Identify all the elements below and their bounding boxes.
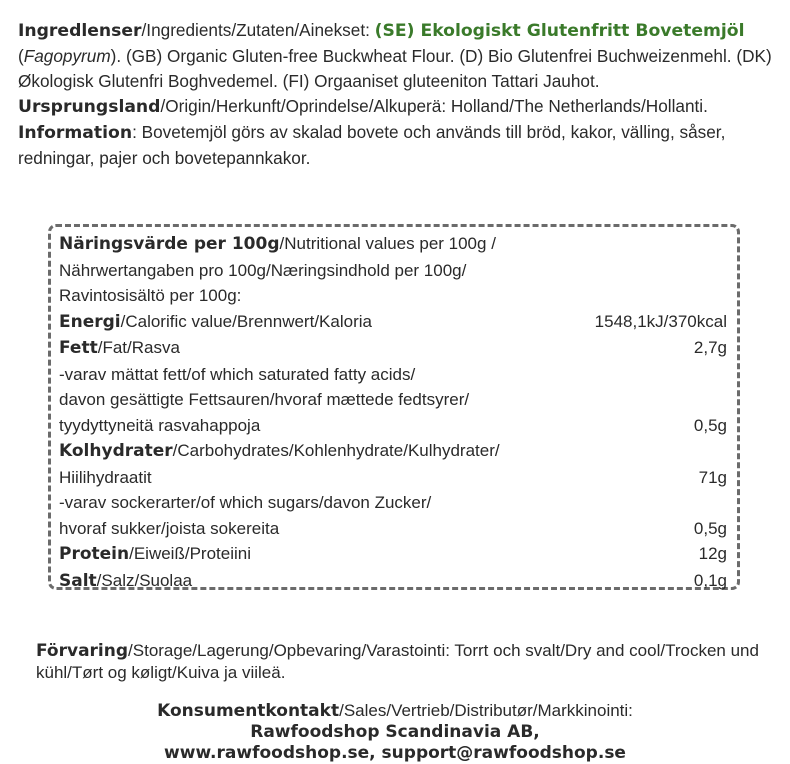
nutrition-header-line2 <box>59 258 727 284</box>
latin-name: Fagopyrum <box>23 46 111 66</box>
row-saturated-line2 <box>59 387 727 413</box>
row-protein <box>59 541 727 568</box>
protein-value: 12g <box>698 544 727 563</box>
sugars-line2: hvoraf sukker/joista sokereita <box>59 518 280 538</box>
carbs-label <box>59 438 500 465</box>
nutrition-header-text3: Ravintosisältö per 100g: <box>59 286 242 305</box>
energy-label-text: /Calorific value/Brennwert/Kaloria <box>120 311 372 331</box>
storage-paragraph <box>36 640 776 683</box>
salt-value: 0,1g <box>693 570 727 590</box>
nutrition-header-text1: /Nutritional values per 100g / <box>279 234 496 253</box>
info-label: Information <box>18 123 133 143</box>
energy-value: 1548,1kJ/370kcal <box>594 311 727 331</box>
row-carbs <box>59 438 727 465</box>
info-text: : Bovetemjöl görs av skalad bovete och används till bröd, kakor, välling, såser, redningar, pajer och bovetepannkakor. <box>18 122 726 168</box>
row-salt <box>59 568 727 595</box>
carbs-value: 71g <box>698 467 727 487</box>
fat-label-text: /Fat/Rasva <box>97 338 180 357</box>
origin-label: Ursprungsland <box>18 97 161 117</box>
protein-label <box>59 541 251 568</box>
salt-label-bold: Salt <box>59 570 97 591</box>
contact-company: Rawfoodshop Scandinavia AB, <box>250 722 540 742</box>
energy-label-bold: Energi <box>59 311 121 332</box>
contact-web-email[interactable]: www.rawfoodshop.se, support@rawfoodshop.se <box>164 743 626 763</box>
row-fat <box>59 335 727 362</box>
product-name-translations: ). (GB) Organic Gluten-free Buckwheat Flour. (D) Bio Glutenfrei Buchweizenmehl. (DK) Økologisk Glutenfri Boghvedemel. (FI) Orgaaniset gluteeniton Tattari Jauhot. <box>18 46 772 91</box>
protein-label-text: /Eiweiß/Proteiini <box>129 544 251 563</box>
nutrition-header-line3 <box>59 283 727 309</box>
row-saturated-line1 <box>59 362 727 388</box>
ingredients-paragraph <box>18 18 778 171</box>
sugars-line1: -varav sockerarter/of which sugars/davon Zucker/ <box>59 493 432 512</box>
nutrition-header <box>59 231 496 258</box>
nutrition-header-text2: Nährwertangaben pro 100g/Næringsindhold per 100g/ <box>59 260 467 280</box>
nutrition-table <box>48 224 740 590</box>
origin-text: /Origin/Herkunft/Oprindelse/Alkuperä: Holland/The Netherlands/Hollanti. <box>160 96 708 116</box>
nutrition-header-bold: Näringsvärde per 100g <box>59 234 280 254</box>
contact-text: /Sales/Vertrieb/Distributør/Markkinointi: <box>339 701 633 720</box>
ingredients-heading-translations: /Ingredients/Zutaten/Ainekset: <box>141 20 375 40</box>
row-saturated-line3 <box>59 413 727 439</box>
fat-label-bold: Fett <box>59 338 98 358</box>
protein-label-bold: Protein <box>59 544 130 564</box>
row-energy <box>59 309 727 336</box>
storage-label: Förvaring <box>36 641 129 661</box>
carbs-label-text: /Carbohydrates/Kohlenhydrate/Kulhydrater/ <box>172 441 500 460</box>
contact-block <box>0 700 790 764</box>
salt-label-text: /Salz/Suolaa <box>96 570 193 590</box>
sugars-value: 0,5g <box>693 518 727 538</box>
latin-open: ( <box>18 46 24 66</box>
saturated-value: 0,5g <box>693 415 727 435</box>
product-name-se: (SE) Ekologiskt Glutenfritt Bovetemjöl <box>374 21 745 41</box>
fat-label <box>59 335 180 362</box>
contact-label: Konsumentkontakt <box>157 701 340 721</box>
energy-label <box>59 309 372 336</box>
nutrition-header-line1 <box>59 231 727 258</box>
saturated-line3: tyydyttyneitä rasvahappoja <box>59 415 261 435</box>
row-carbs-line2 <box>59 465 727 491</box>
fat-value: 2,7g <box>693 338 727 357</box>
carbs-label-bold: Kolhydrater <box>59 441 173 461</box>
carbs-line2: Hiilihydraatit <box>59 467 152 487</box>
storage-text: /Storage/Lagerung/Opbevaring/Varastointi: Torrt och svalt/Dry and cool/Trocken und kühl/Tørt og køligt/Kuiva ja viileä. <box>36 641 759 682</box>
salt-label <box>59 568 192 595</box>
row-sugars-line1 <box>59 490 727 516</box>
contact-line1 <box>0 700 790 722</box>
row-sugars-line2 <box>59 516 727 542</box>
saturated-line1: -varav mättat fett/of which saturated fatty acids/ <box>59 364 416 384</box>
ingredients-heading: Ingredlenser <box>18 21 142 41</box>
saturated-line2: davon gesättigte Fettsauren/hvoraf mættede fedtsyrer/ <box>59 390 470 409</box>
